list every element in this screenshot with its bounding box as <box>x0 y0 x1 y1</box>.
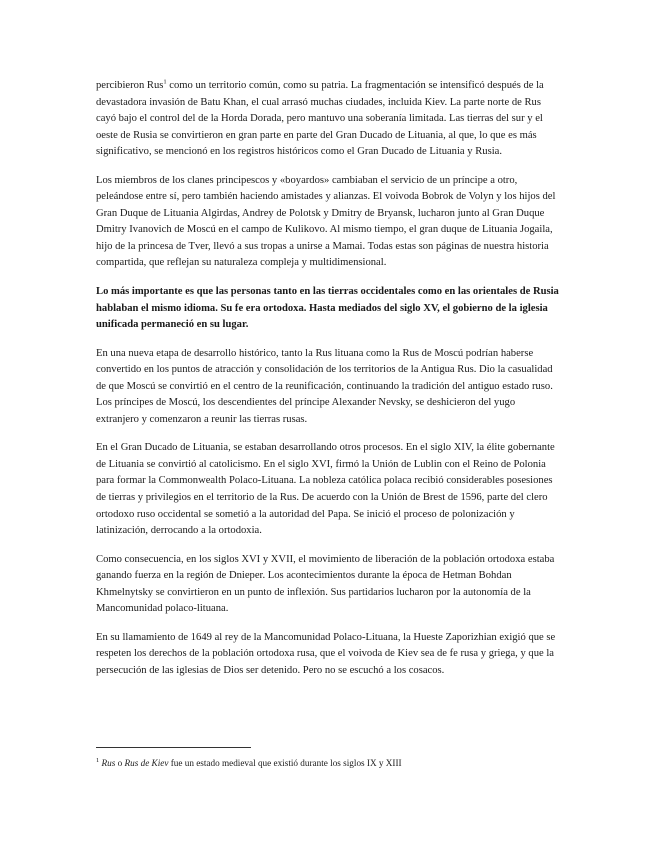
footnote-marker: 1 <box>96 756 100 764</box>
paragraph <box>96 346 559 429</box>
paragraph <box>96 630 559 680</box>
paragraph <box>96 78 559 161</box>
paragraph-text: En una nueva etapa de desarrollo histórico, tanto la Rus lituana como la Rus de Moscú podrían haberse convertido en los puntos de atracción y consolidación de los territorios de la Antigua Rus. Dio la casualidad de que Moscú se convirtió en el centro de la reunificación, continuando la tradición del antiguo estado ruso. Los príncipes de Moscú, los descendientes del príncipe Alexander Nevsky, se deshicieron del yugo extranjero y comenzaron a reunir las tierras rusas. <box>96 347 553 425</box>
footnote-reference: 1 <box>163 78 167 86</box>
footnote-connector: o <box>115 758 125 768</box>
paragraph-text: En su llamamiento de 1649 al rey de la Mancomunidad Polaco-Lituana, la Hueste Zaporizhian exigió que se respeten los derechos de la población ortodoxa rusa, que el voivoda de Kiev sea de fe rusa y griega, y que la persecución de las iglesias de Dios ser detenido. Pero no se escuchó a los cosacos. <box>96 631 556 676</box>
paragraph <box>96 284 559 334</box>
paragraph-text: Lo más importante es que las personas tanto en las tierras occidentales como en las orientales de Rusia hablaban el mismo idioma. Su fe era ortodoxa. Hasta mediados del siglo XV, el gobierno de la iglesia unificada permaneció en su lugar. <box>96 286 559 331</box>
paragraph-text: percibieron Rus <box>96 80 164 91</box>
footnote <box>96 757 559 769</box>
paragraph <box>96 173 559 272</box>
paragraph-text: En el Gran Ducado de Lituania, se estaban desarrollando otros procesos. En el siglo XIV, la élite gobernante de Lituania se convirtió al catolicismo. En el siglo XVI, firmó la Unión de Lublin con el Reino de Polonia para formar la Commonwealth Polaco-Lituana. La nobleza católica polaca recibió considerables posesiones de tierras y privilegios en el territorio de la Rus. De acuerdo con la Unión de Brest de 1596, parte del clero ortodoxo ruso occidental se sometió a la autoridad del Papa. Se inició el proceso de polonización y latinización, derrocando a la ortodoxia. <box>96 442 555 537</box>
paragraph <box>96 440 559 539</box>
footnote-term-rus-de-kiev: Rus de Kiev <box>124 758 169 768</box>
paragraph-text: Como consecuencia, en los siglos XVI y XVII, el movimiento de liberación de la población ortodoxa estaba ganando fuerza en la región de Dnieper. Los acontecimientos durante la época de Hetman Bohdan Khmelnytsky se convirtieron en un punto de inflexión. Sus partidarios lucharon por la autonomía de la Mancomunidad polaco-lituana. <box>96 553 555 615</box>
paragraph <box>96 552 559 618</box>
paragraph-text: Los miembros de los clanes principescos y «boyardos» cambiaban el servicio de un príncipe a otro, peleándose entre sí, pero también haciendo amistades y alianzas. El voivoda Bobrok de Volyn y los hijos del Gran Duque de Lituania Algirdas, Andrey de Polotsk y Dmitry de Bryansk, lucharon junto al Gran Duque Dmitry Ivanovich de Moscú en el campo de Kulikovo. Al mismo tiempo, el gran duque de Lituania Jogaila, hijo de la princesa de Tver, llevó a sus tropas a unirse a Mamai. Todas estas son páginas de nuestra historia compartida, que reflejan su naturaleza compleja y multidimensional. <box>96 174 556 269</box>
footnote-separator <box>96 747 251 748</box>
footnote-text: fue un estado medieval que existió durante los siglos IX y XIII <box>168 758 402 768</box>
paragraph-text: como un territorio común, como su patria. La fragmentación se intensificó después de la devastadora invasión de Batu Khan, el cual arrasó muchas ciudades, incluida Kiev. La parte norte de Rus cayó bajo el control del de la Horda Dorada, pero mantuvo una soberanía limitada. Las tierras del sur y el oeste de Rusia se convirtieron en gran parte en parte del Gran Ducado de Lituania, al que, lo que es más significativo, se mencionó en los registros históricos como el Gran Ducado de Lituania y Rusia. <box>96 80 544 158</box>
footnote-term-rus: Rus <box>101 758 116 768</box>
body-text <box>96 78 559 692</box>
